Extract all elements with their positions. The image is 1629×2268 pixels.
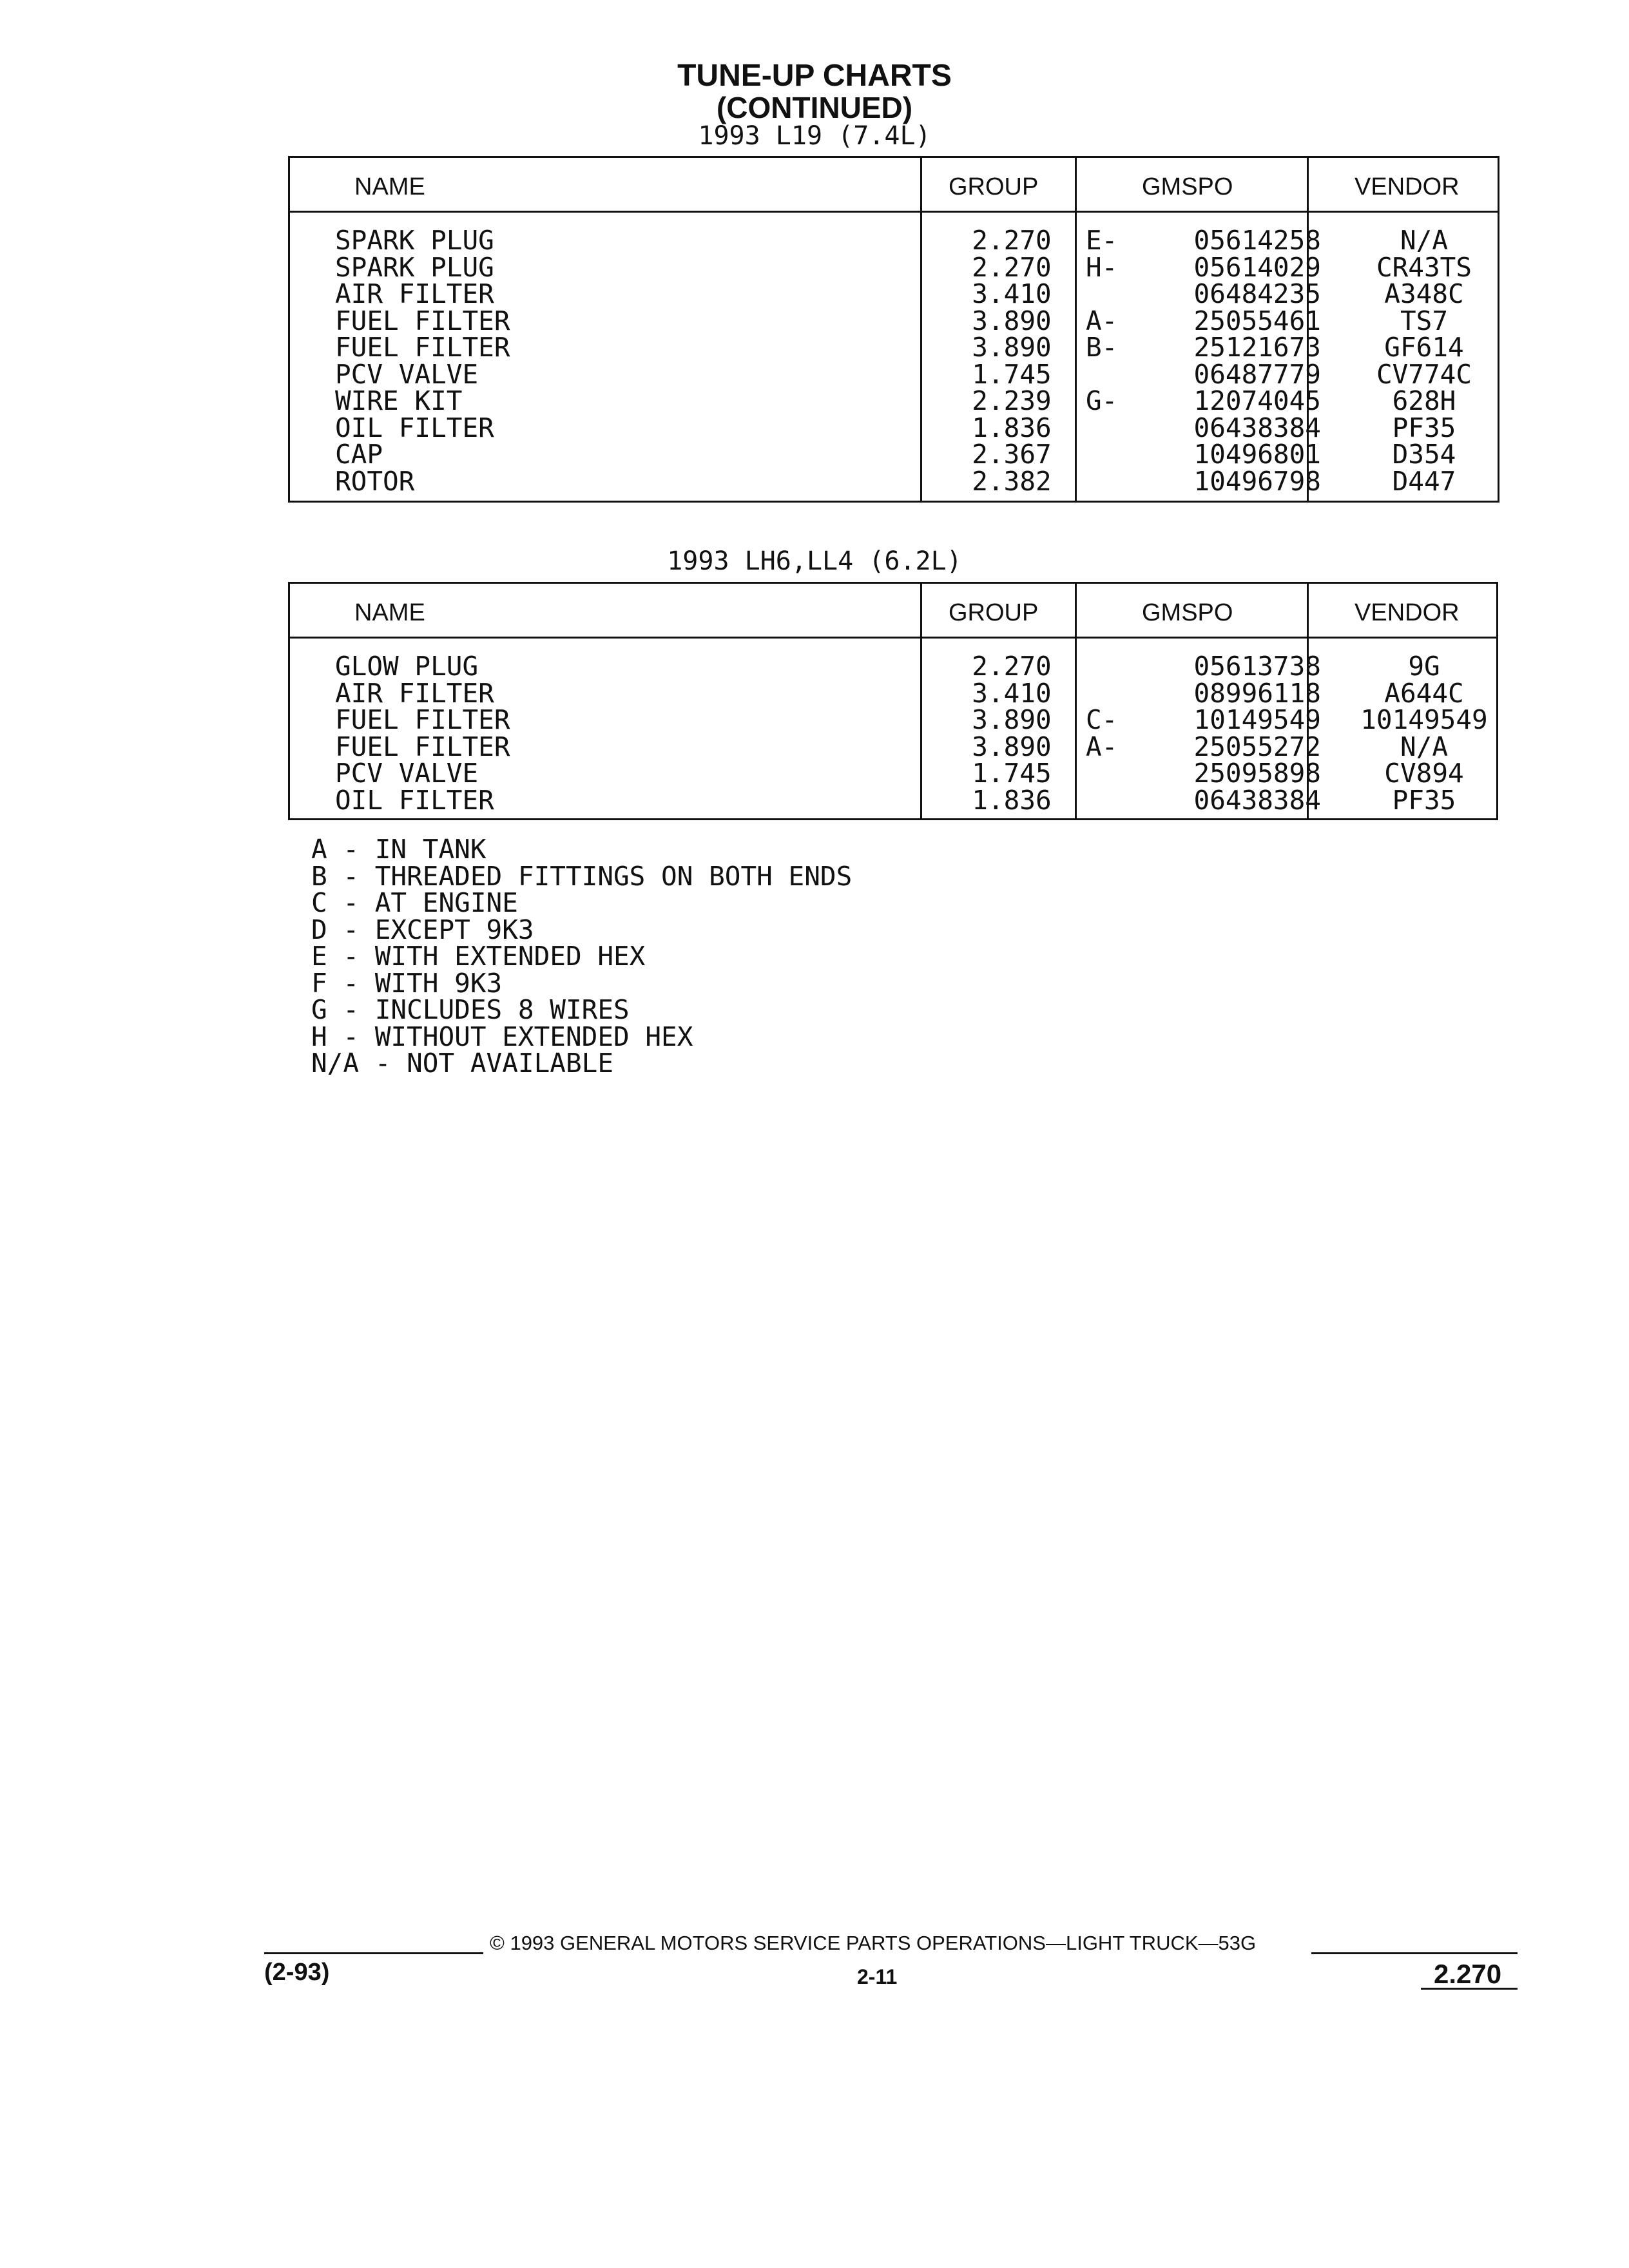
cell-gmspo: 05614258 xyxy=(1193,225,1321,256)
page-title: TUNE-UP CHARTS xyxy=(677,59,952,93)
cell-gmspo: 10149549 xyxy=(1193,704,1321,735)
cell-gmspo: 25055461 xyxy=(1193,305,1321,336)
cell-vendor: D354 xyxy=(1392,439,1456,470)
table-row xyxy=(290,305,1498,336)
cell-vendor: 9G xyxy=(1408,651,1440,682)
table2-caption: 1993 LH6,LL4 (6.2L) xyxy=(667,546,962,576)
footer-page-number: 2-11 xyxy=(857,1965,898,1988)
table-row xyxy=(290,704,1496,735)
cell-gmspo: 10496798 xyxy=(1193,465,1321,497)
cell-gmspo: 06487779 xyxy=(1193,358,1321,390)
table1-rows xyxy=(290,227,1498,495)
cell-note-code: H- xyxy=(1086,251,1118,283)
footnote-item: G - INCLUDES 8 WIRES xyxy=(311,994,630,1025)
cell-gmspo: 06438384 xyxy=(1193,784,1321,816)
table-row xyxy=(290,358,1498,390)
cell-gmspo: 25121673 xyxy=(1193,332,1321,363)
table-row xyxy=(290,465,1498,497)
table-row xyxy=(290,251,1498,283)
table-row xyxy=(290,653,1496,680)
cell-vendor: A644C xyxy=(1384,677,1464,709)
page-subtitle: (CONTINUED) xyxy=(716,91,913,124)
header-vendor: VENDOR xyxy=(1354,599,1460,626)
header-name: NAME xyxy=(354,599,425,626)
footnotes-legend xyxy=(311,836,852,1077)
table1-caption: 1993 L19 (7.4L) xyxy=(698,121,931,151)
cell-name: SPARK PLUG xyxy=(335,251,494,283)
footnote-item: B - THREADED FITTINGS ON BOTH ENDS xyxy=(311,860,853,892)
cell-name: FUEL FILTER xyxy=(335,704,510,735)
cell-group: 1.836 xyxy=(972,412,1052,443)
footnote-item: C - AT ENGINE xyxy=(311,887,518,918)
header-gmspo: GMSPO xyxy=(1142,599,1233,626)
cell-group: 1.745 xyxy=(972,358,1052,390)
cell-vendor: CV894 xyxy=(1384,758,1464,789)
cell-name: PCV VALVE xyxy=(335,358,479,390)
header-name: NAME xyxy=(354,173,425,200)
cell-name: FUEL FILTER xyxy=(335,332,510,363)
cell-note-code: B- xyxy=(1086,332,1118,363)
cell-name: OIL FILTER xyxy=(335,412,494,443)
cell-gmspo: 25055272 xyxy=(1193,731,1321,762)
cell-note-code: A- xyxy=(1086,731,1118,762)
footnote-item: H - WITHOUT EXTENDED HEX xyxy=(311,1021,693,1052)
cell-group: 1.745 xyxy=(972,758,1052,789)
cell-vendor: 628H xyxy=(1392,385,1456,416)
cell-group: 2.239 xyxy=(972,385,1052,416)
table-row xyxy=(290,731,1496,762)
cell-name: FUEL FILTER xyxy=(335,731,510,762)
table-row xyxy=(290,385,1498,416)
table-row xyxy=(290,278,1498,309)
cell-name: CAP xyxy=(335,439,383,470)
cell-vendor: D447 xyxy=(1392,465,1456,497)
table-row xyxy=(290,334,1498,361)
cell-group: 2.382 xyxy=(972,465,1052,497)
cell-gmspo: 06484235 xyxy=(1193,278,1321,309)
cell-note-code: G- xyxy=(1086,385,1118,416)
cell-vendor: 10149549 xyxy=(1360,704,1488,735)
cell-name: OIL FILTER xyxy=(335,784,494,816)
header-gmspo: GMSPO xyxy=(1142,173,1233,200)
table2-rows xyxy=(290,653,1496,814)
cell-vendor: N/A xyxy=(1400,731,1449,762)
cell-name: WIRE KIT xyxy=(335,385,463,416)
cell-group: 3.890 xyxy=(972,731,1052,762)
cell-vendor: PF35 xyxy=(1392,784,1456,816)
cell-vendor: CV774C xyxy=(1376,358,1472,390)
cell-gmspo: 05614029 xyxy=(1193,251,1321,283)
cell-name: AIR FILTER xyxy=(335,677,494,709)
cell-name: PCV VALVE xyxy=(335,758,479,789)
cell-note-code: C- xyxy=(1086,704,1118,735)
cell-group: 2.270 xyxy=(972,225,1052,256)
header-vendor: VENDOR xyxy=(1354,173,1460,200)
table-row xyxy=(290,441,1498,468)
cell-group: 2.367 xyxy=(972,439,1052,470)
header-group: GROUP xyxy=(949,173,1039,200)
cell-group: 3.890 xyxy=(972,332,1052,363)
cell-group: 3.410 xyxy=(972,677,1052,709)
footnote-item: A - IN TANK xyxy=(311,834,487,865)
header-group: GROUP xyxy=(949,599,1039,626)
cell-vendor: TS7 xyxy=(1400,305,1449,336)
cell-name: FUEL FILTER xyxy=(335,305,510,336)
cell-gmspo: 06438384 xyxy=(1193,412,1321,443)
cell-group: 3.410 xyxy=(972,278,1052,309)
cell-gmspo: 05613738 xyxy=(1193,651,1321,682)
cell-vendor: CR43TS xyxy=(1376,251,1472,283)
cell-vendor: PF35 xyxy=(1392,412,1456,443)
cell-name: SPARK PLUG xyxy=(335,225,494,256)
cell-group: 3.890 xyxy=(972,305,1052,336)
footnote-item: E - WITH EXTENDED HEX xyxy=(311,941,646,972)
cell-vendor: A348C xyxy=(1384,278,1464,309)
footnote-item: F - WITH 9K3 xyxy=(311,967,503,999)
cell-note-code: A- xyxy=(1086,305,1118,336)
table-row xyxy=(290,412,1498,443)
table-row xyxy=(290,227,1498,255)
cell-gmspo: 25095898 xyxy=(1193,758,1321,789)
cell-name: AIR FILTER xyxy=(335,278,494,309)
cell-group: 2.270 xyxy=(972,251,1052,283)
tune-up-table-lh6 xyxy=(288,582,1498,820)
cell-gmspo: 10496801 xyxy=(1193,439,1321,470)
table-row xyxy=(290,677,1496,709)
footnote-item: D - EXCEPT 9K3 xyxy=(311,914,534,945)
cell-gmspo: 12074045 xyxy=(1193,385,1321,416)
cell-note-code: E- xyxy=(1086,225,1118,256)
footnote-item: N/A - NOT AVAILABLE xyxy=(311,1048,613,1079)
cell-gmspo: 08996118 xyxy=(1193,677,1321,709)
table-row xyxy=(290,784,1496,816)
cell-vendor: N/A xyxy=(1400,225,1449,256)
footer-section-number: 2.270 xyxy=(1434,1959,1502,1989)
footer-copyright: © 1993 GENERAL MOTORS SERVICE PARTS OPERATIONS—LIGHT TRUCK—53G xyxy=(490,1932,1257,1954)
cell-group: 1.836 xyxy=(972,784,1052,816)
table-row xyxy=(290,760,1496,787)
cell-group: 3.890 xyxy=(972,704,1052,735)
footer-date: (2-93) xyxy=(264,1959,330,1986)
cell-name: ROTOR xyxy=(335,465,415,497)
cell-name: GLOW PLUG xyxy=(335,651,479,682)
cell-group: 2.270 xyxy=(972,651,1052,682)
cell-vendor: GF614 xyxy=(1384,332,1464,363)
tune-up-table-l19 xyxy=(288,156,1499,503)
